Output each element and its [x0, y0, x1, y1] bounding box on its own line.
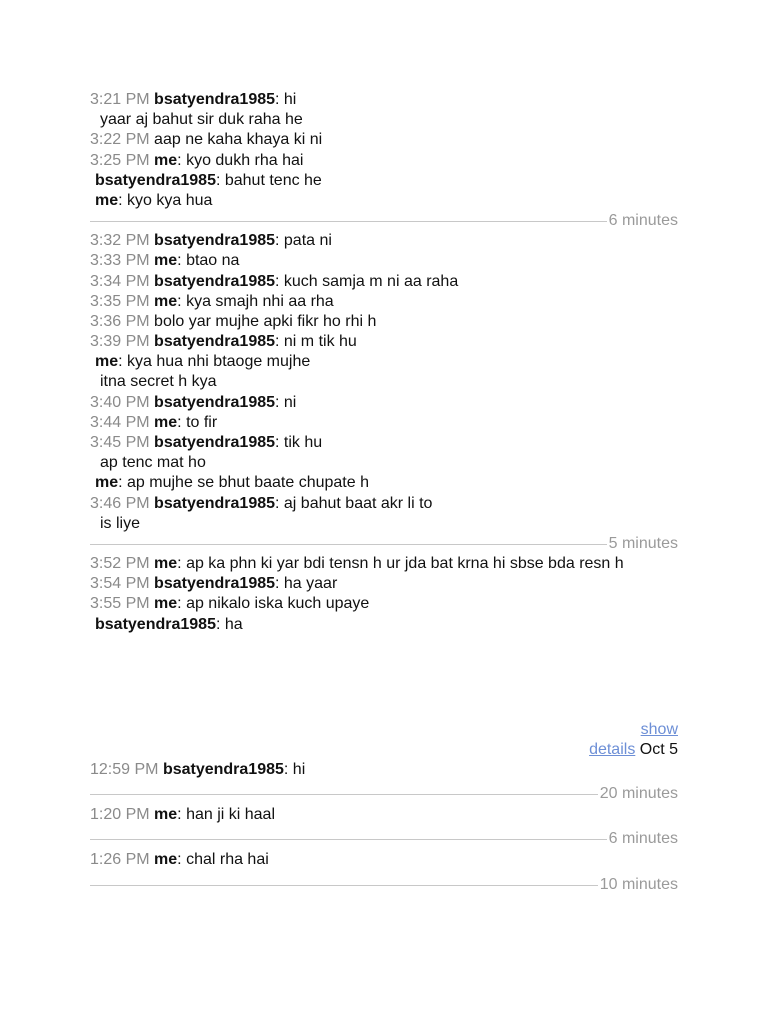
message-text: ap tenc mat ho	[100, 454, 206, 472]
message-text: kya hua nhi btaoge mujhe	[127, 353, 311, 371]
chat-line: 3:40 PM bsatyendra1985: ni	[90, 393, 297, 411]
message-text: btao na	[186, 252, 240, 270]
username: bsatyendra1985	[154, 91, 276, 108]
message-text: chal rha hai	[186, 851, 269, 869]
timestamp: 1:26 PM	[90, 851, 150, 869]
message-text: to fir	[186, 413, 218, 431]
chat-line	[90, 514, 678, 534]
message-text: ni m tik hu	[283, 333, 357, 351]
chat-line: 3:54 PM bsatyendra1985: ha yaar	[90, 575, 338, 593]
timestamp: 3:52 PM	[90, 554, 150, 572]
timestamp: 3:34 PM	[90, 272, 150, 290]
chat-line: 3:33 PM me: btao na	[90, 252, 240, 270]
timestamp: 3:32 PM	[90, 232, 150, 250]
chat-line	[90, 312, 678, 332]
username: me	[154, 413, 178, 431]
message-text: kya smajh nhi aa rha	[186, 292, 334, 310]
username: bsatyendra1985	[154, 575, 276, 593]
timestamp: 3:22 PM	[90, 131, 150, 149]
message-text: bolo yar mujhe apki fikr ho rhi h	[154, 312, 377, 330]
chat-line: me: kyo kya hua	[95, 191, 213, 209]
timestamp: 1:20 PM	[90, 806, 150, 824]
chat-session-2	[90, 760, 678, 896]
username: bsatyendra1985	[154, 333, 276, 351]
username: me	[154, 595, 178, 613]
timestamp: 3:21 PM	[90, 91, 150, 108]
timestamp: 3:55 PM	[90, 595, 150, 613]
message-text: ha	[224, 615, 243, 633]
username: me	[154, 292, 178, 310]
timestamp: 3:46 PM	[90, 494, 150, 512]
chat-line	[90, 372, 678, 392]
gap-label: 5 minutes	[608, 534, 678, 552]
timestamp: 3:45 PM	[90, 434, 150, 451]
gap-label: 20 minutes	[599, 785, 678, 803]
timestamp: 3:35 PM	[90, 292, 150, 310]
message-text: kyo dukh rha hai	[186, 151, 304, 169]
chat-line: 3:25 PM me: kyo dukh rha hai	[90, 151, 304, 169]
timestamp: 3:36 PM	[90, 312, 150, 330]
time-gap-divider	[90, 825, 678, 850]
username: bsatyendra1985	[162, 761, 284, 778]
message-text: bahut tenc he	[224, 171, 322, 189]
chat-line: 1:20 PM me: han ji ki haal	[90, 806, 276, 824]
chat-line: 3:35 PM me: kya smajh nhi aa rha	[90, 292, 334, 310]
chat-session-1	[90, 90, 678, 635]
chat-line: 3:55 PM me: ap nikalo iska kuch upaye	[90, 595, 370, 613]
timestamp: 3:54 PM	[90, 575, 150, 593]
message-text: ni	[283, 393, 297, 411]
message-text: ap nikalo iska kuch upaye	[186, 595, 370, 613]
chat-line: 3:34 PM bsatyendra1985: kuch samja m ni aa raha	[90, 272, 459, 290]
chat-line: 3:32 PM bsatyendra1985: pata ni	[90, 232, 332, 250]
message-text: pata ni	[283, 232, 332, 250]
message-text: aj bahut baat akr li to	[283, 494, 433, 512]
session-date: Oct 5	[639, 741, 678, 758]
chat-line: 3:44 PM me: to fir	[90, 413, 218, 431]
username: me	[95, 353, 119, 371]
username: me	[154, 151, 178, 169]
timestamp: 3:44 PM	[90, 413, 150, 431]
chat-line: 3:21 PM bsatyendra1985: hi	[90, 91, 297, 108]
username: me	[154, 554, 178, 572]
username: me	[154, 252, 178, 270]
username: me	[95, 191, 119, 209]
chat-line: bsatyendra1985: ha	[95, 615, 243, 633]
chat-line: 3:39 PM bsatyendra1985: ni m tik hu	[90, 333, 357, 351]
gap-label: 10 minutes	[599, 875, 678, 893]
username: bsatyendra1985	[154, 393, 276, 411]
username: bsatyendra1985	[154, 272, 276, 290]
chat-line: 3:46 PM bsatyendra1985: aj bahut baat akr li to	[90, 494, 433, 512]
divider-line	[90, 885, 678, 886]
session-header	[589, 720, 678, 760]
divider-line	[90, 221, 678, 222]
username: bsatyendra1985	[154, 232, 276, 250]
message-text: ap ka phn ki yar bdi tensn h ur jda bat krna hi sbse bda resn h	[186, 554, 624, 572]
divider-line	[90, 839, 678, 840]
time-gap-divider	[90, 871, 678, 896]
chat-line: 1:26 PM me: chal rha hai	[90, 851, 269, 869]
show-details-link[interactable]: show	[640, 721, 678, 738]
message-text: tik hu	[283, 434, 323, 451]
timestamp: 3:33 PM	[90, 252, 150, 270]
message-text: kuch samja m ni aa raha	[283, 272, 459, 290]
details-link[interactable]: details	[589, 741, 636, 758]
username: bsatyendra1985	[154, 434, 276, 451]
message-text: kyo kya hua	[127, 191, 213, 209]
divider-line	[90, 794, 678, 795]
chat-line	[90, 130, 678, 150]
time-gap-divider	[90, 780, 678, 805]
chat-line: 3:52 PM me: ap ka phn ki yar bdi tensn h ur jda bat krna hi sbse bda resn h	[90, 554, 624, 572]
message-text: hi	[292, 761, 306, 778]
message-text: ha yaar	[283, 575, 338, 593]
username: me	[154, 851, 178, 869]
time-gap-divider	[90, 211, 678, 231]
timestamp: 3:25 PM	[90, 151, 150, 169]
timestamp: 12:59 PM	[90, 761, 159, 778]
chat-line: me: kya hua nhi btaoge mujhe	[95, 353, 311, 371]
message-text: is liye	[100, 514, 141, 532]
divider-line	[90, 544, 678, 545]
username: me	[154, 806, 178, 824]
message-text: itna secret h kya	[100, 373, 217, 391]
message-text: aap ne kaha khaya ki ni	[154, 131, 323, 149]
message-text: ap mujhe se bhut baate chupate h	[127, 474, 369, 492]
chat-line: 3:45 PM bsatyendra1985: tik hu	[90, 434, 323, 451]
gap-label: 6 minutes	[608, 212, 678, 230]
message-text: hi	[283, 91, 297, 108]
username: me	[95, 474, 119, 492]
chat-line	[90, 453, 678, 473]
timestamp: 3:40 PM	[90, 393, 150, 411]
chat-line	[90, 110, 678, 130]
username: bsatyendra1985	[154, 494, 276, 512]
time-gap-divider	[90, 534, 678, 554]
chat-line: 12:59 PM bsatyendra1985: hi	[90, 761, 306, 778]
username: bsatyendra1985	[95, 171, 216, 189]
chat-line: bsatyendra1985: bahut tenc he	[95, 171, 322, 189]
gap-label: 6 minutes	[608, 830, 678, 848]
message-text: han ji ki haal	[186, 806, 276, 824]
chat-line: me: ap mujhe se bhut baate chupate h	[95, 474, 369, 492]
timestamp: 3:39 PM	[90, 333, 150, 351]
username: bsatyendra1985	[95, 615, 216, 633]
message-text: yaar aj bahut sir duk raha he	[100, 111, 303, 129]
